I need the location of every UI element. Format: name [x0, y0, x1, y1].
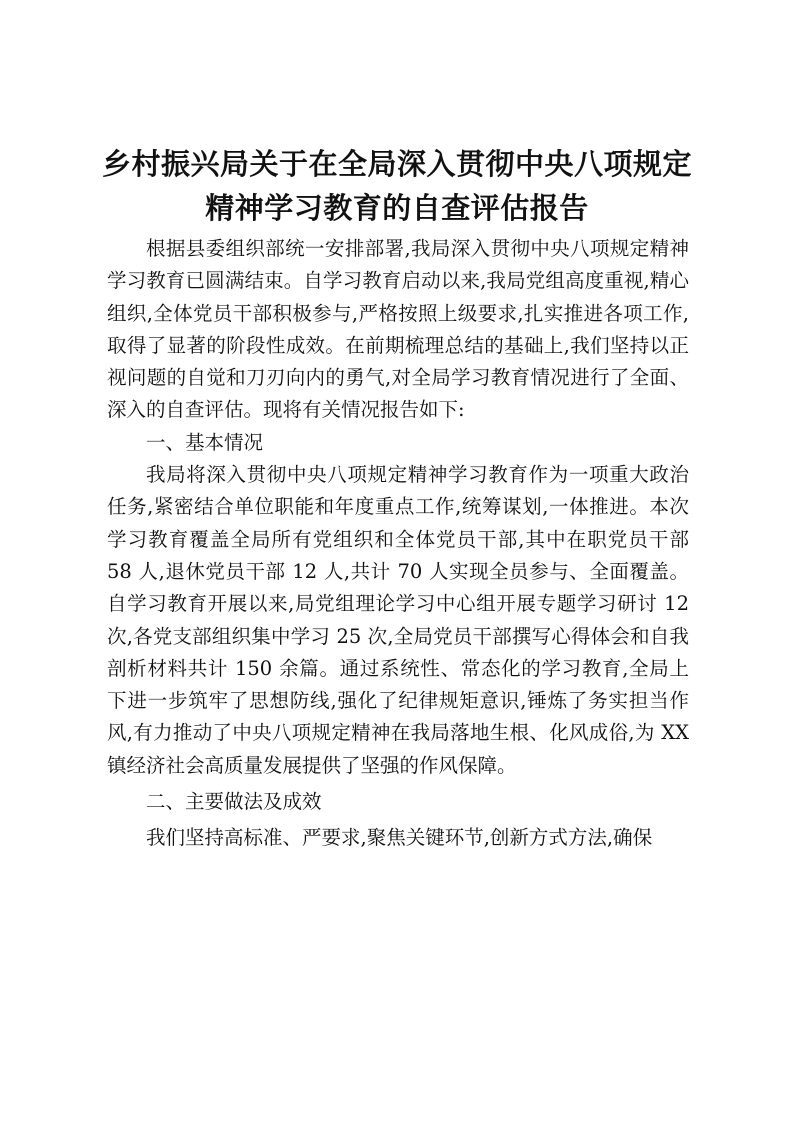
document-body — [107, 233, 689, 855]
section-heading-main-practices: 二、主要做法及成效 — [146, 790, 322, 814]
intro-paragraph: 根据县委组织部统一安排部署,我局深入贯彻中央八项规定精神学习教育已圆满结束。自学习教育启动以来,我局党组高度重视,精心组织,全体党员干部积极参与,严格按照上级要求,扎实推进各项工作,取得了显著的阶段性成效。在前期梳理总结的基础上,我们坚持以正视问题的自觉和刀刃向内的勇气,对全局学习教育情况进行了全面、深入的自查评估。现将有关情况报告如下: — [107, 237, 689, 422]
section-paragraph-basic-situation: 我局将深入贯彻中央八项规定精神学习教育作为一项重大政治任务,紧密结合单位职能和年度重点工作,统筹谋划,一体推进。本次学习教育覆盖全局所有党组织和全体党员干部,其中在职党员干部 58 人,退休党员干部 12 人,共计 70 人实现全员参与、全面覆盖。自学习教育开展以来,局党组理论学习中心组开展专题学习研讨 12 次,各党支部组织集中学习 25 次,全局党员干部撰写心得体会和自我剖析材料共计 150 余篇。通过系统性、常态化的学习教育,全局上下进一步筑牢了思想防线,强化了纪律规矩意识,锤炼了务实担当作风,有力推动了中央八项规定精神在我局落地生根、化风成俗,为 XX 镇经济社会高质量发展提供了坚强的作风保障。 — [107, 463, 689, 777]
section-heading-basic-situation: 一、基本情况 — [146, 430, 264, 454]
section-paragraph-main-practices: 我们坚持高标准、严要求,聚焦关键环节,创新方式方法,确保 — [146, 826, 653, 850]
document-title-line-2: 精神学习教育的自查评估报告 — [205, 191, 589, 225]
document-title-line-1: 乡村振兴局关于在全局深入贯彻中央八项规定 — [101, 147, 692, 181]
